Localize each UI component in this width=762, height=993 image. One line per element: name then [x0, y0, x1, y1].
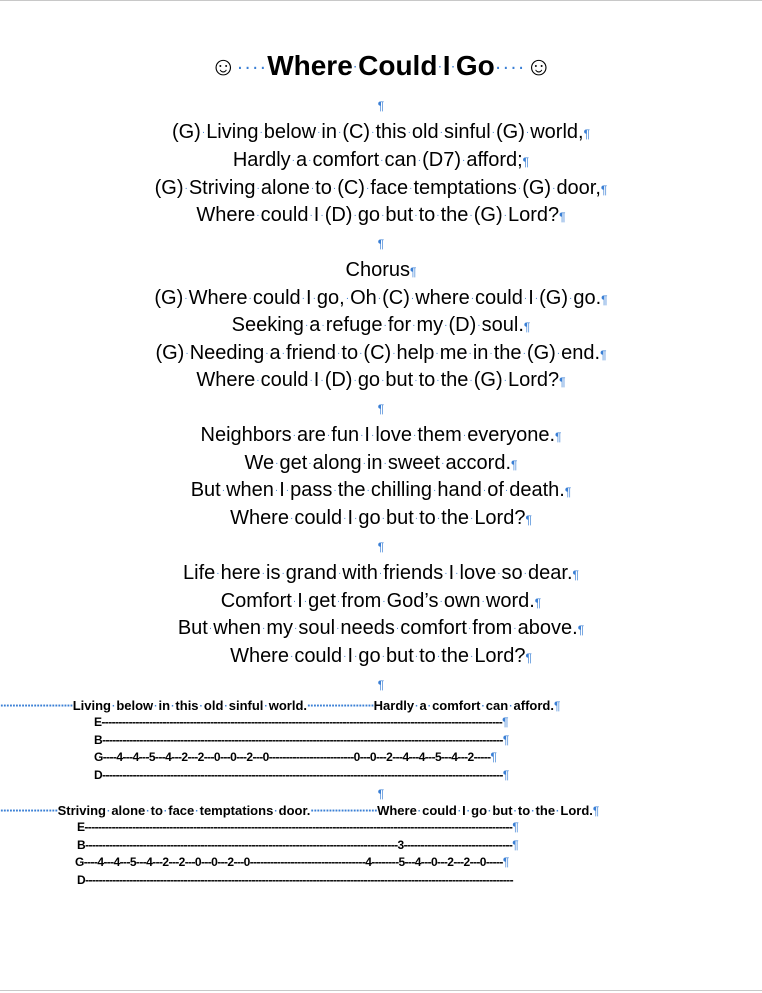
tab-string-line: D----------------------------------------------------------------------------------------------------------------------¶ — [94, 768, 509, 782]
tab-string-line: D------------------------------------------------------------------------------------------------------------------------------ — [77, 873, 513, 887]
lyric-line: Comfort·I·get·from·God’s·own·word.¶ — [220, 590, 542, 612]
empty-paragraph: ¶ — [377, 402, 385, 416]
tab-lyric-header: ························Living·below·in·this·old·sinful·world.······················Hardly·a·comfort·can·afford.¶ — [0, 698, 561, 713]
tab-lyric-phrase: Striving·alone·to·face·temptations·door. — [57, 803, 311, 818]
lyric-line: (G)·Needing·a·friend·to·(C)·help·me·in·the·(G)·end.¶ — [155, 342, 607, 364]
lyric-line: But·when·I·pass·the·chilling·hand·of·death.¶ — [190, 479, 572, 501]
lyric-line: (G)·Striving·alone·to·(C)·face·temptations·(G)·door,¶ — [154, 177, 608, 199]
lyric-line: Life·here·is·grand·with·friends·I·love·so·dear.¶ — [183, 562, 579, 584]
tab-lyric-phrase: Where·could·I·go·but·to·the·Lord. — [377, 803, 593, 818]
tab-lyric-phrase: Hardly·a·comfort·can·afford. — [373, 698, 554, 713]
tab-string-line: B----------------------------------------------------------------------------------------------------------------------¶ — [94, 733, 509, 747]
tab-string-line: E----------------------------------------------------------------------------------------------------------------------¶ — [94, 715, 509, 729]
chorus-heading: Chorus¶ — [345, 259, 417, 281]
lyric-line: We·get·along·in·sweet·accord.¶ — [244, 452, 518, 474]
song-title: ☺····Where·Could·I·Go····☺ — [210, 50, 552, 81]
empty-paragraph: ¶ — [377, 678, 385, 692]
lyric-line: Where·could·I·(D)·go·but·to·the·(G)·Lord?¶ — [196, 204, 566, 226]
smiley-face-icon: ☺ — [210, 51, 237, 81]
lyric-line: (G)·Living·below·in·(C)·this·old·sinful·(G)·world,¶ — [171, 121, 591, 143]
song-title-text: Where·Could·I·Go — [267, 50, 495, 81]
tab-string-line: G----4---4---5---4---2---2---0---0---2---0-------------------------0---0---2---4---4---5---4---2-----¶ — [94, 750, 497, 764]
lyric-line: Hardly·a·comfort·can·(D7)·afford;¶ — [232, 149, 530, 171]
lyric-line: (G)·Where·could·I·go,·Oh·(C)·where·could·I·(G)·go.¶ — [154, 287, 608, 309]
lyric-line: Where·could·I·go·but·to·the·Lord?¶ — [230, 645, 532, 667]
tab-string-line: G----4---4---5---4---2---2---0---0---2---0----------------------------------4--------5---4---0---2---2---0-----¶ — [75, 855, 509, 869]
lyric-line: Seeking·a·refuge·for·my·(D)·soul.¶ — [231, 314, 531, 336]
lyric-line: Where·could·I·go·but·to·the·Lord?¶ — [230, 507, 532, 529]
tab-lyric-phrase: Living·below·in·this·old·sinful·world. — [72, 698, 308, 713]
empty-paragraph: ¶ — [377, 237, 385, 251]
lyric-line: Neighbors·are·fun·I·love·them·everyone.¶ — [200, 424, 562, 446]
empty-paragraph: ¶ — [377, 540, 385, 554]
page-bottom-border — [0, 990, 762, 991]
empty-paragraph: ¶ — [377, 787, 385, 801]
lyric-line: Where·could·I·(D)·go·but·to·the·(G)·Lord?¶ — [196, 369, 566, 391]
tab-lyric-header: ···················Striving·alone·to·face·temptations·door.······················Where·could·I·go·but·to·the·Lord.¶ — [0, 803, 600, 818]
empty-paragraph: ¶ — [377, 99, 385, 113]
lyric-line: But·when·my·soul·needs·comfort·from·above.¶ — [177, 617, 585, 639]
tab-string-line: E------------------------------------------------------------------------------------------------------------------------------¶ — [77, 820, 519, 834]
tab-string-line: B--------------------------------------------------------------------------------------------3--------------------------------¶ — [77, 838, 519, 852]
smiley-face-icon: ☺ — [525, 51, 552, 81]
